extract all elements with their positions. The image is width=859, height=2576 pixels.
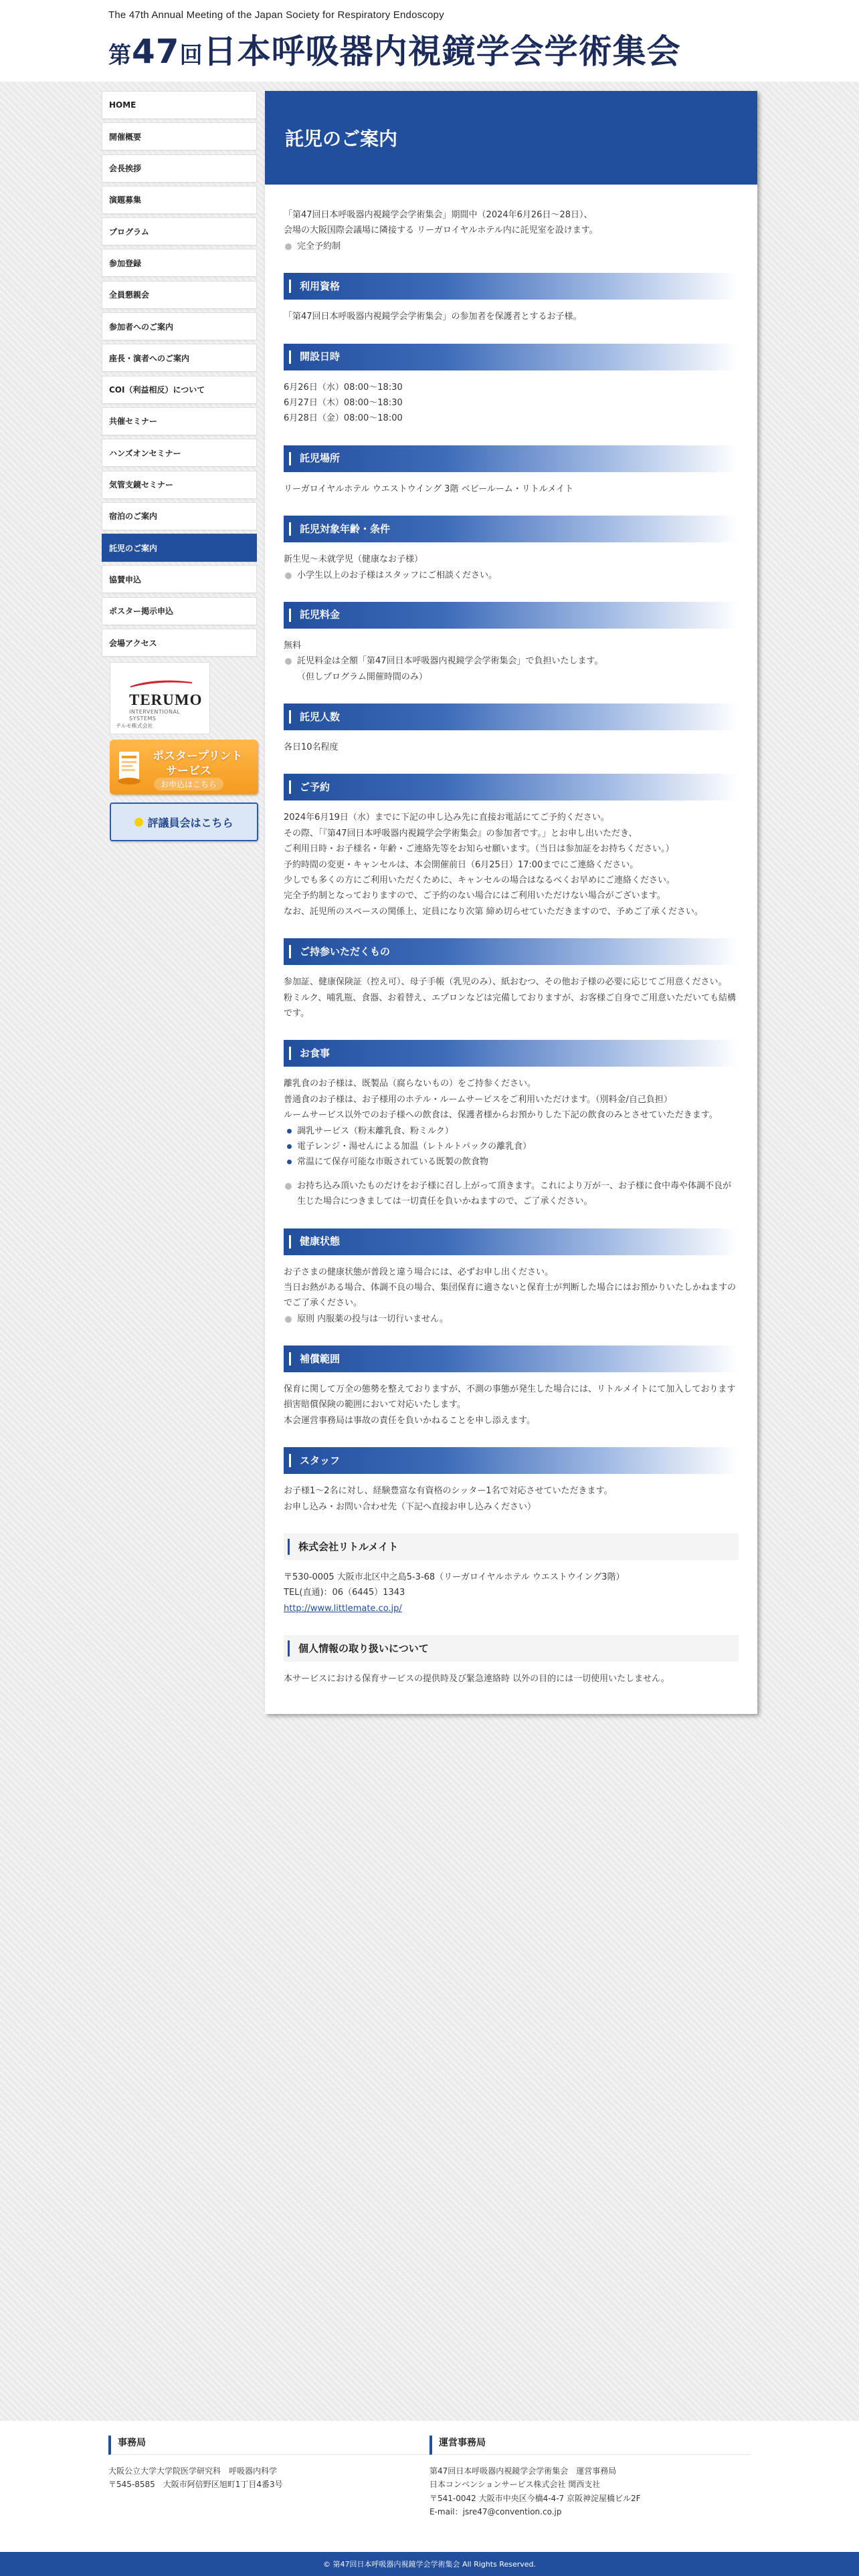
section-place-heading: 託児場所	[284, 445, 739, 472]
poster-banner-line1: ポスタープリント	[153, 750, 243, 764]
company-address: 〒530-0005 大阪市北区中之島5-3-68（リーガロイヤルホテル ウエストウイング3階）	[284, 1572, 625, 1583]
nav-item-access[interactable]: 会場アクセス	[102, 629, 257, 657]
date-line-3: 6月28日（金）08:00～18:00	[284, 413, 403, 424]
nav-item-home[interactable]: HOME	[102, 91, 257, 119]
belongings-p1: 参加証、健康保険証（控え可）、母子手帳（乳児のみ）、紙おむつ、その他お子様の必要に応じてご用意ください。	[284, 977, 727, 988]
meals-note: お持ち込み頂いたものだけをお子様に召し上がって頂きます。これにより万が一、お子様に食中毒や体調不良が生じた場合につきましては一切責任を負いかねますので、ご了承ください。	[284, 1178, 739, 1210]
terumo-swoosh-icon	[129, 678, 193, 687]
poster-banner-line3: お申込はこちら	[154, 778, 223, 790]
place-text: リーガロイヤルホテル ウエストウイング 3階 ベビールーム・リトルメイト	[284, 484, 574, 494]
footer-office-line2: 〒545-8585 大阪市阿倍野区旭町1丁目4番3号	[108, 2480, 283, 2490]
health-p1: お子さまの健康状態が普段と違う場合には、必ずお申し出ください。	[284, 1267, 554, 1277]
company-website-link[interactable]: http://www.littlemate.co.jp/	[284, 1603, 402, 1614]
nav-item-banquet[interactable]: 全員懇親会	[102, 281, 257, 309]
nav-item-accommodation[interactable]: 宿泊のご案内	[102, 502, 257, 530]
section-capacity-heading: 託児人数	[284, 704, 739, 730]
reservation-p5: 少しでも多くの方にご利用いただくために、キャンセルの場合はなるべくお早めにご連絡ください。	[284, 875, 676, 886]
title-main: 日本呼吸器内視鏡学会学術集会	[203, 32, 681, 71]
intro-line-2: 会場の大阪国際会議場に隣接する リーガロイヤルホテル内に託児室を設けます。	[284, 225, 598, 236]
fee-note-2: （但しプログラム開催時間のみ）	[297, 671, 427, 682]
staff-p2: お申し込み・お問い合わせ先（下記へ直接お申し込みください）	[284, 1501, 537, 1512]
footer-ops	[430, 2436, 751, 2519]
nav-item-sponsorship[interactable]: 協賛申込	[102, 565, 257, 593]
site-header	[0, 0, 859, 82]
compensation-p1: 保育に関して万全の態勢を整えておりますが、不測の事態が発生した場合には、リトルメイトにて加入しております損害賠償保険の範囲において対応いたします。	[284, 1384, 736, 1410]
nav-item-cosponsored-seminar[interactable]: 共催セミナー	[102, 407, 257, 435]
board-meeting-button[interactable]	[110, 802, 258, 841]
nav-item-overview[interactable]: 開催概要	[102, 122, 257, 150]
meals-p3: ルームサービス以外でのお子様への飲食は、保護者様からお預かりした下記の飲食のみとさせていただきます。	[284, 1110, 718, 1121]
site-title[interactable]	[108, 25, 751, 73]
terumo-logo	[129, 677, 203, 722]
eligibility-text: 「第47回日本呼吸器内視鏡学会学術集会」の参加者を保護者とするお子様。	[284, 312, 582, 322]
meals-p2: 普通食のお子様は、お子様用のホテル・ルームサービスをご利用いただけます。（別料金/自己負担）	[284, 1094, 672, 1105]
nav-item-poster-posting[interactable]: ポスター掲示申込	[102, 597, 257, 625]
nav-item-program[interactable]: プログラム	[102, 217, 257, 245]
title-kai: 回	[179, 42, 203, 69]
title-prefix: 第	[108, 42, 132, 69]
nav-item-bronchoscopy-seminar[interactable]: 気管支鏡セミナー	[102, 471, 257, 499]
board-meeting-label: 評議員会はこちら	[147, 816, 233, 829]
age-text: 新生児～未就学児（健康なお子様）	[284, 554, 423, 565]
meals-p1: 離乳食のお子様は、既製品（腐らないもの）をご持参ください。	[284, 1079, 537, 1089]
content-body	[265, 185, 757, 1714]
poster-roll-icon	[114, 749, 145, 786]
privacy-heading: 個人情報の取り扱いについて	[284, 1635, 739, 1662]
title-number: 47	[132, 32, 180, 71]
fee-text: 無料	[284, 640, 302, 651]
section-age-heading: 託児対象年齢・条件	[284, 516, 739, 542]
capacity-text: 各日10名程度	[284, 742, 339, 753]
nav-item-greeting[interactable]: 会長挨拶	[102, 154, 257, 183]
poster-print-banner[interactable]	[110, 740, 258, 794]
nav-item-registration[interactable]: 参加登録	[102, 249, 257, 277]
footer-ops-line3: 〒541-0042 大阪市中央区今橋4-4-7 京阪神淀屋橋ビル2F	[430, 2493, 641, 2503]
reservation-p1: 2024年6月19日（水）までに下記の申し込み先に直接お電話にてご予約ください。	[284, 813, 609, 823]
compensation-p2: 本会運営事務局は事故の責任を負いかねることを申し添えます。	[284, 1415, 535, 1426]
health-p2: 当日お熱がある場合、体調不良の場合、集団保育に適さないと保育士が判断した場合にはお預かりいたしかねますのでご了承ください。	[284, 1282, 737, 1309]
copyright-bar: © 第47回日本呼吸器内視鏡学会学術集会 All Rights Reserved.	[0, 2552, 859, 2576]
section-staff-heading: スタッフ	[284, 1447, 739, 1474]
section-dates-heading: 開設日時	[284, 344, 739, 370]
staff-p1: お子様1～2名に対し、経験豊富な有資格のシッター1名で対応させていただきます。	[284, 1486, 613, 1497]
section-fee-heading: 託児料金	[284, 602, 739, 629]
health-note: 原則 内服薬の投与は一切行いません。	[284, 1311, 739, 1327]
header-subtitle: The 47th Annual Meeting of the Japan Society for Respiratory Endoscopy	[108, 9, 444, 21]
section-health-heading: 健康状態	[284, 1228, 739, 1255]
terumo-sub-2: SYSTEMS	[129, 715, 157, 722]
age-note: 小学生以上のお子様はスタッフにご相談ください。	[284, 568, 739, 583]
page-title: 託児のご案内	[265, 91, 757, 185]
footer-ops-line2: 日本コンベンションサービス株式会社 関西支社	[430, 2480, 601, 2490]
privacy-text: 本サービスにおける保育サービスの提供時及び緊急連絡時 以外の目的には一切使用いたしません。	[284, 1674, 670, 1685]
terumo-banner[interactable]	[110, 662, 210, 734]
meals-bullet-3: 常温にて保存可能な市販されている既製の飲食物	[284, 1154, 739, 1170]
poster-banner-line2: サービス	[166, 764, 211, 778]
reservation-p2: その際、「『第47回日本呼吸器内視鏡学会学術集会』の参加者です。」とお申し出いただき、	[284, 828, 638, 839]
fee-note: 託児料金は全額「第47回日本呼吸器内視鏡学会学術集会」で負担いたします。	[284, 653, 739, 669]
nav-item-coi[interactable]: COI（利益相反）について	[102, 376, 257, 404]
footer	[0, 2421, 859, 2552]
intro-line-1: 「第47回日本呼吸器内視鏡学会学術集会」期間中（2024年6月26日～28日）、	[284, 210, 593, 220]
section-compensation-heading: 補償範囲	[284, 1346, 739, 1372]
content-wrap	[102, 91, 757, 1714]
footer-ops-email[interactable]: E-mail：jsre47@convention.co.jp	[430, 2507, 562, 2517]
nav-item-chair-speaker-info[interactable]: 座長・演者へのご案内	[102, 344, 257, 372]
section-meals-heading: お食事	[284, 1040, 739, 1067]
reservation-p4: 予約時間の変更・キャンセルは、本会開催前日（6月25日）17:00までにご連絡ください。	[284, 859, 639, 870]
nav-item-handson-seminar[interactable]: ハンズオンセミナー	[102, 439, 257, 467]
nav-item-abstracts[interactable]: 演題募集	[102, 186, 257, 214]
nav-item-attendee-info[interactable]: 参加者へのご案内	[102, 312, 257, 340]
reservation-p3: ご利用日時・お子様名・年齢・ご連絡先等をお知らせ願います。（当日は参加証をお持ちください。）	[284, 844, 674, 855]
terumo-word: TERUMO	[129, 691, 203, 709]
section-eligibility-heading: 利用資格	[284, 273, 739, 300]
company-heading: 株式会社リトルメイト	[284, 1533, 739, 1560]
footer-office-line1: 大阪公立大学大学院医学研究科 呼吸器内科学	[108, 2466, 278, 2476]
meals-bullet-1: 調乳サービス（粉末離乳食、粉ミルク）	[284, 1123, 739, 1139]
belongings-p2: 粉ミルク、哺乳瓶、食器、お着替え、エプロンなどは完備しておりますが、お客様ご自身でご用意いただいても結構です。	[284, 992, 737, 1018]
reservation-p6: 完全予約制となっておりますので、ご予約のない場合にはご利用いただけない場合がございます。	[284, 891, 666, 901]
footer-ops-line1: 第47回日本呼吸器内視鏡学会学術集会 運営事務局	[430, 2466, 617, 2476]
footer-office	[108, 2436, 430, 2519]
date-line-2: 6月27日（木）08:00～18:30	[284, 397, 403, 408]
reservation-p7: なお、託児所のスペースの関係上、定員になり次第 締め切らせていただきますので、予めご了承ください。	[284, 906, 703, 917]
nav-item-childcare[interactable]: 託児のご案内	[102, 534, 257, 562]
main-content	[265, 91, 757, 1714]
sidebar	[102, 91, 257, 841]
footer-office-title: 事務局	[108, 2436, 430, 2455]
footer-ops-title: 運営事務局	[430, 2436, 751, 2455]
bullet-dot-icon	[134, 818, 143, 827]
intro-note: 完全予約制	[284, 239, 739, 254]
date-line-1: 6月26日（水）08:00～18:30	[284, 382, 403, 393]
terumo-company-name: テルモ株式会社	[116, 723, 153, 730]
terumo-sub-1: INTERVENTIONAL	[129, 709, 181, 716]
meals-bullet-2: 電子レンジ・湯せんによる加温（レトルトパックの離乳食）	[284, 1139, 739, 1154]
section-belongings-heading: ご持参いただくもの	[284, 938, 739, 965]
section-reservation-heading: ご予約	[284, 774, 739, 800]
company-tel: TEL(直通)：06（6445）1343	[284, 1588, 405, 1598]
sidebar-nav	[102, 91, 257, 657]
spacer	[284, 1170, 739, 1178]
